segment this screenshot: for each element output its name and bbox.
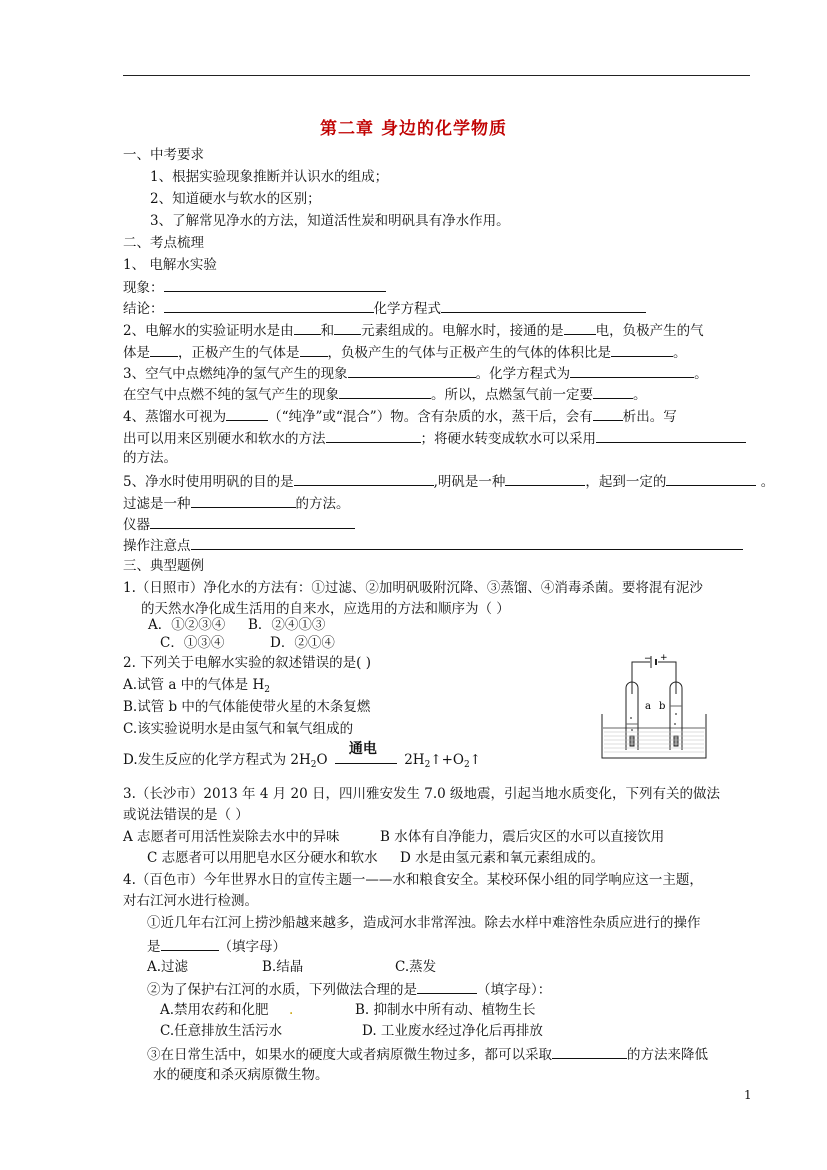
blank-line[interactable] bbox=[150, 342, 178, 357]
stray-dot: . bbox=[289, 1002, 294, 1018]
question-2-stem: 2. 下列关于电解水实验的叙述错误的是( ) bbox=[123, 655, 371, 671]
section-heading-requirements: 一、中考要求 bbox=[123, 147, 204, 163]
blank-line[interactable] bbox=[164, 298, 374, 313]
blank-line[interactable] bbox=[593, 406, 623, 421]
blank-line[interactable] bbox=[505, 471, 585, 486]
question-4-line1: 4.（百色市）今年世界水日的宣传主题一——水和粮食安全。某校环保小组的同学响应这一主题， bbox=[123, 872, 703, 888]
question-1-line1: 1.（日照市）净化水的方法有：①过滤、②加明矾吸附沉降、③蒸馏、④消毒杀菌。要将混有泥沙 bbox=[123, 580, 703, 596]
question-2-option-c[interactable]: C.该实验说明水是由氢气和氧气组成的 bbox=[123, 721, 354, 737]
question-4-line2: 对右江河水进行检测。 bbox=[123, 893, 258, 909]
point-3-line2: 在空气中点燃不纯的氢气产生的现象 。所以，点燃氢气前一定要 。 bbox=[123, 384, 647, 404]
question-4-part2-option-c[interactable]: C.任意排放生活污水 bbox=[160, 1023, 283, 1039]
blank-line[interactable] bbox=[593, 384, 633, 399]
blank-line[interactable] bbox=[300, 342, 328, 357]
blank-line[interactable] bbox=[570, 363, 694, 378]
point-4-line3: 的方法。 bbox=[123, 450, 177, 466]
question-3-option-c[interactable]: C 志愿者可以用肥皂水区分硬水和软水 bbox=[147, 850, 378, 866]
question-4-part1-line2: 是 （填字母） bbox=[147, 936, 286, 956]
question-4-part1-option-a[interactable]: A.过滤 bbox=[147, 959, 189, 975]
question-1-option-b[interactable]: B．②④①③ bbox=[248, 617, 326, 633]
header-rule bbox=[123, 75, 750, 76]
requirement-item: 2、知道硬水与软水的区别； bbox=[150, 191, 321, 207]
question-4-part2-option-b[interactable]: B. 抑制水中所有动、植物生长 bbox=[355, 1002, 536, 1018]
instruments-line: 仪器 bbox=[123, 514, 355, 534]
point-5-line1: 5、净水时使用明矾的目的是 ,明矾是一种 ，起到一定的 。 bbox=[123, 471, 774, 491]
blank-line[interactable] bbox=[226, 406, 268, 421]
blank-line[interactable] bbox=[666, 471, 756, 486]
point-3-line1: 3、空气中点燃纯净的氢气产生的现象 。化学方程式为 。 bbox=[123, 363, 708, 383]
blank-line[interactable] bbox=[348, 363, 476, 378]
blank-line[interactable] bbox=[339, 384, 431, 399]
question-4-part3-line2: 水的硬度和杀灭病原微生物。 bbox=[153, 1067, 329, 1083]
requirement-item: 1、根据实验现象推断并认识水的组成； bbox=[150, 169, 389, 185]
question-1-option-d[interactable]: D．②①④ bbox=[270, 635, 335, 651]
question-1-line2: 的天然水净化成生活用的自来水，应选用的方法和顺序为（ ） bbox=[141, 601, 510, 617]
question-4-part2-option-d[interactable]: D. 工业废水经过净化后再排放 bbox=[362, 1023, 543, 1039]
question-1-option-a[interactable]: A．①②③④ bbox=[148, 617, 226, 633]
tube-label-a: a bbox=[645, 701, 651, 712]
section-heading-examples: 三、典型题例 bbox=[123, 558, 204, 574]
point-1-conclusion: 结论： 化学方程式 bbox=[123, 298, 646, 318]
blank-line[interactable] bbox=[294, 320, 321, 335]
point-2-line2: 体是 ，正极产生的气体是 ，负极产生的气体与正极产生的气体的体积比是 。 bbox=[123, 342, 687, 362]
point-4-line1: 4、蒸馏水可视为 （“纯净”或“混合”）物。含有杂质的水，蒸干后，会有 析出。写 bbox=[123, 406, 677, 426]
positive-terminal-icon: + bbox=[660, 653, 668, 663]
blank-line[interactable] bbox=[161, 936, 219, 951]
blank-line[interactable] bbox=[441, 298, 646, 313]
blank-line[interactable] bbox=[191, 535, 743, 550]
reaction-arrow bbox=[335, 741, 397, 764]
blank-line[interactable] bbox=[191, 493, 296, 508]
tube-label-b: b bbox=[659, 701, 666, 712]
notes-line: 操作注意点 bbox=[123, 535, 743, 555]
question-4-part1-option-c[interactable]: C.蒸发 bbox=[395, 959, 437, 975]
point-5-line2: 过滤是一种 的方法。 bbox=[123, 493, 350, 513]
question-3-option-d[interactable]: D 水是由氢元素和氧元素组成的。 bbox=[400, 850, 605, 866]
question-4-part2-line: ②为了保护右江河的水质，下列做法合理的是 （填字母）： bbox=[147, 979, 551, 999]
section-heading-points: 二、考点梳理 bbox=[123, 235, 204, 251]
point-2-line1: 2、电解水的实验证明水是由 和 元素组成的。电解水时，接通的是 电，负极产生的气 bbox=[123, 320, 704, 340]
reaction-condition: 通电 bbox=[348, 741, 377, 757]
blank-line[interactable] bbox=[417, 979, 477, 994]
page-title: 第二章 身边的化学物质 bbox=[320, 119, 507, 139]
blank-line[interactable] bbox=[294, 471, 434, 486]
question-3-line2: 或说法错误的是（ ） bbox=[123, 807, 249, 823]
blank-line[interactable] bbox=[596, 428, 746, 443]
question-3-option-a[interactable]: A 志愿者可用活性炭除去水中的异味 bbox=[123, 829, 340, 845]
question-1-option-c[interactable]: C．①③④ bbox=[160, 635, 225, 651]
question-3-line1: 3.（长沙市）2013 年 4 月 20 日，四川雅安发生 7.0 级地震，引起当地水质变化，下列有关的做法 bbox=[123, 786, 721, 802]
blank-line[interactable] bbox=[564, 320, 596, 335]
blank-line[interactable] bbox=[326, 428, 421, 443]
electrolysis-apparatus-figure bbox=[598, 652, 710, 762]
question-4-part3-line1: ③在日常生活中，如果水的硬度大或者病原微生物过多，都可以采取 的方法来降低 bbox=[147, 1044, 708, 1064]
question-4-part1-line1: ①近几年右江河上捞沙船越来越多，造成河水非常浑浊。除去水样中难溶性杂质应进行的操作 bbox=[147, 915, 701, 931]
point-4-line2: 出可以用来区别硬水和软水的方法 ；将硬水转变成软水可以采用 bbox=[123, 428, 746, 448]
question-2-option-b[interactable]: B.试管 b 中的气体能使带火星的木条复燃 bbox=[123, 699, 371, 715]
blank-line[interactable] bbox=[611, 342, 673, 357]
question-3-option-b[interactable]: B 水体有自净能力，震后灾区的水可以直接饮用 bbox=[380, 829, 665, 845]
negative-terminal-icon: − bbox=[644, 654, 652, 664]
point-1-phenomenon: 现象： bbox=[123, 277, 386, 297]
blank-line[interactable] bbox=[552, 1044, 627, 1059]
question-4-part2-option-a[interactable]: A.禁用农药和化肥 bbox=[160, 1002, 269, 1018]
point-1-title: 1、 电解水实验 bbox=[123, 257, 217, 273]
question-2-option-a[interactable]: A.试管 a 中的气体是 $H_2$ bbox=[123, 677, 270, 695]
blank-line[interactable] bbox=[334, 320, 361, 335]
requirement-item: 3、了解常见净水的方法，知道活性炭和明矾具有净水作用。 bbox=[150, 213, 510, 229]
page-number: 1 bbox=[744, 1088, 752, 1102]
blank-line[interactable] bbox=[150, 514, 355, 529]
question-4-part1-option-b[interactable]: B.结晶 bbox=[262, 959, 304, 975]
blank-line[interactable] bbox=[164, 277, 386, 292]
question-2-option-d[interactable]: D.发生反应的化学方程式为 $2H_2O$ 通电 $2H_2↑+O_2↑$ bbox=[123, 741, 482, 770]
